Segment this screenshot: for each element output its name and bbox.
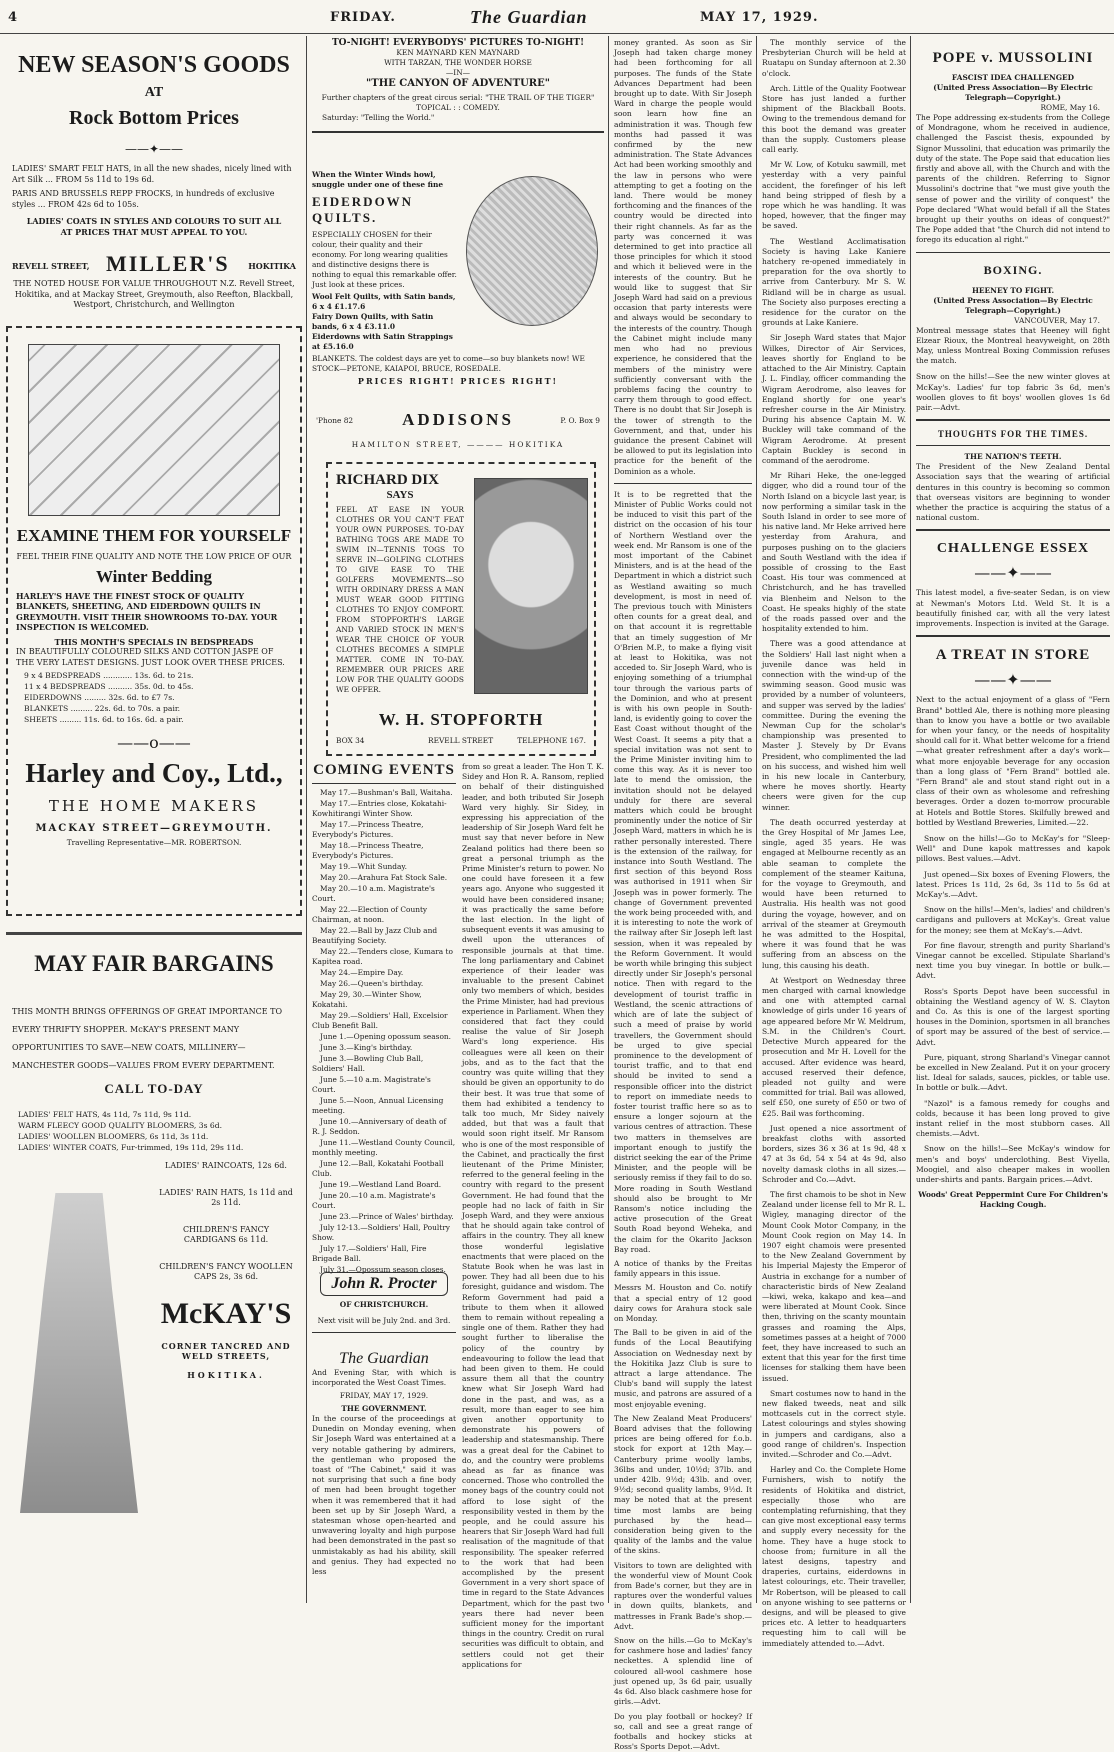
addisons-firm: ADDISONS [312,410,604,430]
pope-credit: (United Press Association—By Electric Telegraph—Copyright.) [916,83,1110,103]
event-item: May 20.—10 a.m. Magistrate's Court. [312,884,456,904]
treat-text: Next to the actual enjoyment of a glass of "Fern Brand" bottled Ale, there is nothing more pleasing than to know you have a bottle or two available for when your fancy, or the needs of hospitality should call for it. What better welcome for a friend—what greater refreshment after a day's work—what more enjoyable beverage for any occasion than a long glass of "Fern Brand" bottled ale. "Fern Brand" ale and stout stand right out in a class of their own as wholesome and refreshing beverages. Order a dozen to-morrow procurable at Hotels and Bottle Stores. Skilfully brewed and bottled by Westland Breweries, Limited.—22. [916,695,1110,828]
event-item: June 11.—Westland County Council, monthly meeting. [312,1138,456,1158]
pope-title: POPE v. MUSSOLINI [916,50,1110,67]
news-paragraph: Harley and Co. the Complete Home Furnishers, wish to notify the residents of Hokitika and district, especially those who are contemplating refurnishing, that they can give most exceptional easy terms and supply every necessity for the home. They have a huge stock to choose from; furniture in all the latest designs, tapestry and draperies, curtains, eiderdowns in latest colourings, etc. Their traveller, Mr Robertson, will be pleased to call on anyone wishing to see patterns or designs, and will be pleased to give prices etc. A letter to headquarters requesting him to call will be immediately attended to.—Advt. [762,1465,906,1649]
harley-line: FEEL THEIR FINE QUALITY AND NOTE THE LOW PRICE OF OUR [8,552,300,563]
stopforth-phone: TELEPHONE 167. [517,736,586,746]
article-text: It is to be regretted that the Minister of Public Works could not be induced to visit this part of the district on the occasion of his tour of Northern Westland over the week end. Mr Ransom is one of the most important of the Cabinet Ministers, and is at the head of the Department in which a district such as Westland awaiting so much development, is most in need of. The previous touch with Ministers often counts for a great deal, and on that account it is regrettable that an timely suggestion of Mr O'Brien M.P., to make a flying visit at least to Hokitika, was not acceded to. Sir Joseph Ward, who is enjoying something of a triumphal tour through the various parts of the Dominion, and who at present is with his own people in South-land, is evidently going to cover the East Coast without thought of the West Coast. It seems a pity that a special invitation was not sent to the Prime Minister inviting him to come this way. As it is never too late to mend the omission, the invitation should not be delayed unduly for there are several matters which could be brought prominently under the notice of Sir Joseph Ward, matters in which he is rather personally interested. There is the extension of the railway, for instance into South Westland. The first section of this beyond Ross was authorised in 1911 when Sir Joseph was in power formerly. The change of Government prevented the work being proceeded with, and it is interesting to note the work of the railway after Sir Joseph left last session, when it was repealed by the Reform Government. It would be worth while bringing this subject directly under Sir Joseph's personal notice. Then with regard to the development of tourist traffic in Westland, the scenic attractions of which are of late the subject of such a meed of praise by world travellers, the Government should be urged to give special prominence to the development of tourist traffic, and to that end should be invited to send a responsible officer into the district to report on immediate needs to foster tourist traffic here so as to ensure a longer sojourn at the various centres of attraction. These two matters in themselves are important enough to justify the district seeking the ear of the Prime Minister, and the people will be seriously remiss if they fail to do so. More roading in South Westland should also be brought to Mr Ransom's notice including the active prosecution of the Great South Road beyond Weheka, and the claim for the Okarito Jackson Bay road. [614,490,752,1255]
pictures-further: Further chapters of the great circus serial: "THE TRAIL OF THE TIGER" [312,93,604,103]
article-text: Do you play football or hockey? If so, call and see a great range of footballs and hockey sticks at Ross's Sports Depot.—Advt. [614,1712,752,1752]
article-text: The New Zealand Meat Producers' Board advises that the following prices are being offered for f.o.b. stock for export at 12th May.—Canterbury prime woolly lambs, 36lbs and under, 10½d; 37lb. and under 42lb. 9½d; 43lb. and over, 9½d; second quality lambs, 9½d. It may be noted that at the present time most lambs are being purchased by the head—consideration being given to the quality of the lambs and the value of the skins. [614,1414,752,1557]
event-item: June 12.—Ball, Kokatahi Football Club. [312,1159,456,1179]
addisons-footer [312,410,604,460]
thoughts-sub: THE NATION'S TEETH. [916,452,1110,462]
procter-ad [312,1268,456,1348]
addisons-street: HAMILTON STREET, ———— HOKITIKA [312,440,604,450]
editorial-date: FRIDAY, MAY 17, 1929. [312,1391,456,1401]
event-item: June 3.—King's birthday. [312,1043,456,1053]
dix-title: RICHARD DIX [336,472,464,489]
harley-rep: Travelling Representative—MR. ROBERTSON. [8,838,300,848]
millers-store: MILLER'S [106,251,230,277]
quilts-price: Wool Felt Quilts, with Satin bands, 6 x 4 £1.17.6 [312,292,458,312]
event-item: June 10.—Anniversary of death of R. J. Seddon. [312,1117,456,1137]
news-paragraph: The first chamois to be shot in New Zealand under license fell to Mr R. L. Wigley, managing director of the Mount Cook Motor Company, in the Mount Cook region on May 14. In 1907 eight chamois were presented to the New Zealand Government by his Imperial Majesty the Emperor of Austria in exchange for a number of characteristic birds of New Zealand—kiwi, weka, kakapo and kea—and were liberated at Mount Cook. Since then, thriving on the scanty mountain grasses and roaming the Alps, sometimes passes at a height of 7000 feet, they have increased to such an extent that this year for the first time licenses for stalking them have been issued. [762,1190,906,1384]
millers-town: HOKITIKA [248,261,296,272]
event-item: May 29.—Soldiers' Hall, Excelsior Club Benefit Ball. [312,1011,456,1031]
news-paragraph: Smart costumes now to hand in the new flaked tweeds, neat and silk mottcasels cut in the correct style. Latest colourings and styles showing in jumpers and cardigans, also a good range of children's. Inspection invited.—Schroder and Co.—Advt. [762,1389,906,1460]
editorial [312,1350,456,1605]
event-item: May 17.—Entries close, Kokatahi-Kowhitirangi Winter Show. [312,799,456,819]
news-paragraph: At Westport on Wednesday three men charged with carnal knowledge and one with attempted carnal knowledge of girls under 16 years of age appeared before Mr W. Meldrum, S.M. in the Children's Court. Detective Murch appeared for the prosecution and Mr H. Lovell for the accused. After evidence was heard, accused reserved their defence, pleaded not guilty and were committed for trial. Bail was allowed, self £50, one surety of £50 or two of £25. Bail was forthcoming. [762,976,906,1119]
event-item: June 20.—10 a.m. Magistrate's Court. [312,1191,456,1211]
event-item: June 19.—Westland Land Board. [312,1180,456,1190]
millers-item: PARIS AND BRUSSELS REPP FROCKS, in hundreds of exclusive styles ... FROM 42s 6d to 105s. [6,185,302,210]
news-column-5 [762,38,906,1606]
news-paragraph: The Westland Acclimatisation Society is having Lake Kaniere hatchery re-opened immediately in preparation for the ova shortly to arrive from Canterbury. Mr S. W. Ridland will be in charge as usual. The Society also purposes erecting a residence for the curator on the grounds at Lake Kaniere. [762,237,906,329]
harley-firm: Harley and Coy., Ltd., [8,758,300,789]
event-item: May 24.—Empire Day. [312,968,456,978]
mckays-item: LADIES' WINTER COATS, Fur-trimmed, 19s 11d, 29s 11d. [18,1142,290,1153]
page-number: 4 [8,10,18,25]
pope-sub: FASCIST IDEA CHALLENGED [916,73,1110,83]
harley-specials-body: IN BEAUTIFULLY COLOURED SILKS AND COTTON JASPE OF THE VERY LATEST DESIGNS. JUST LOOK OVER THESE PRICES. [8,647,300,668]
event-item: May 22.—Ball by Jazz Club and Beautifying Society. [312,926,456,946]
event-item: June 1.—Opening opossum season. [312,1032,456,1042]
event-item: May 19.—Whit Sunday. [312,862,456,872]
col6-ads [916,834,1110,1185]
mckays-town: HOKITIKA. [156,1370,296,1381]
small-ad: Just opened—Six boxes of Evening Flowers, the latest. Prices 1s 11d, 2s 6d, 3s 11d to 5s 6d at McKay's.—Advt. [916,870,1110,901]
procter-line: Next visit will be July 2nd. and 3rd. [312,1316,456,1326]
event-item: July 31.—Opossum season closes. [312,1265,456,1275]
price-row: 11 x 4 BEDSPREADS .......... 35s. 0d. to 45s. [24,681,284,692]
article-text: Messrs M. Houston and Co. notify that a special entry of 12 good dairy cows for Arahura stock sale on Monday. [614,1283,752,1324]
issue-date: MAY 17, 1929. [700,10,819,25]
pictures-ad [312,38,604,168]
mckays-item: LADIES' FELT HATS, 4s 11d, 7s 11d, 9s 11d. [18,1109,290,1120]
millers-headline: NEW SEASON'S GOODS [6,52,302,79]
richard-dix-portrait [474,478,588,694]
small-ad: For fine flavour, strength and purity Sharland's Vinegar cannot be excelled. Stipulate Sharland's next time you buy vinegar. In bottle or bulk.—Advt. [916,941,1110,982]
pope-text: The Pope addressing ex-students from the College of Mondragone, whom he received in audience, challenged the Fascist thesis, expounded by Signor Mussolini, that education was primarily the duty of the state. The Pope said that education lies firstly and above all, with the Church and with the parents of the children. Referring to Signor Mussolini's doctrine that "we must give youth the sense of power and the virility of conquest" the Pope declared "What would befall if all the States brought up their youths on ideas of conquest?" The Pope added that "the Church did not intend to forego its education al right." [916,113,1110,246]
dix-body: FEEL AT EASE IN YOUR CLOTHES OR YOU CAN'T FEAT YOUR OWN PURPOSES. TO-DAY BATHING TOGS ARE MADE TO SWIM IN—TENNIS TOGS TO SERVE IN—GOLFING CLOTHES TO GIVE EASE TO THE GOLFERS MOVEMENTS—SO WITH ORDINARY DRESS A MAN MUST WEAR GOOD FITTING CLOTHES TO ENJOY COMFORT. FROM STOPFORTH'S LARGE AND VARIED STOCK IN MEN'S WEAR THE CHOICE OF YOUR CLOTHES BECOMES A SIMPLE MATTER. COME IN TO-DAY. REMEMBER OUR PRICES ARE LOW FOR THE QUALITY GOODS WE OFFER. [336,505,464,695]
quilts-title: EIDERDOWN QUILTS. [312,194,458,226]
price-row: SHEETS ......... 11s. 6d. to 16s. 6d. a pair. [24,714,284,725]
harley-body: HARLEY'S HAVE THE FINEST STOCK OF QUALITY BLANKETS, SHEETING, AND EIDERDOWN QUILTS IN GREYMOUTH. VISIT THEIR SHOWROOMS TO-DAY. YOUR INSPECTION IS WELCOMED. [8,591,300,633]
news-paragraph: The death occurred yesterday at the Grey Hospital of Mr James Lee, single, aged 35 years. He was engaged at Melbourne recently as an able seaman to complete the complement of the steamer Kaituna, for the voyage to Greymouth, and would have been returned to Australia. His health was not good during the voyage, however, and on arrival of the steamer at Greymouth he was admitted to the Hospital, where it was found that he was suffering from an abscess on the lung, this causing his death. [762,818,906,971]
article-text: money granted. As soon as Sir Joseph had taken charge money had been forthcoming for all purposes. The funds of the State Advances Department had been brought up to date. With Sir Joseph Ward in charge the people would soon learn how fine an administration it was. Though few months had passed it was confirmed by the new administration. The State Advances Act had been working smoothly and the law in persons who were attempting to get a footing on the land. There would be money forthcoming and the finances of the country would be directed into their right channels. As far as the party was concerned it was determined to get into practice all those principles for which it stood and which it believed were in the interests of the country. But he would like to suggest that Sir Joseph Ward had said on a previous occasion that party interests were and always would be secondary to the interests of the country. Though the Cabinet might include many men who had no previous experience, he considered that the members of the ministry were sufficiently conversant with the problems facing the country to carry them through to good effect. There is no doubt that Sir Joseph is the tower of strength to the Government, and that, under his guidance the present Cabinet will be allowed to put its legislation into practice for the benefit of the Dominion as a whole. [614,38,752,477]
harley-price-list [8,668,300,727]
thoughts-title: THOUGHTS FOR THE TIMES. [916,429,1110,439]
event-item: June 5.—10 a.m. Magistrate's Court. [312,1075,456,1095]
harley-headline: EXAMINE THEM FOR YOURSELF [8,526,300,546]
mckays-ad [6,926,302,1556]
blankets-illustration [28,344,280,516]
mckays-address: CORNER TANCRED AND WELD STREETS, [156,1341,296,1362]
event-item: June 3.—Bowling Club Ball, Soldiers' Hall. [312,1054,456,1074]
event-item: July 12-13.—Soldiers' Hall, Poultry Show. [312,1223,456,1243]
pictures-head: TO-NIGHT! EVERYBODYS' PICTURES TO-NIGHT! [312,38,604,48]
price-row: EIDERDOWNS ......... 32s. 6d. to £7 7s. [24,692,284,703]
price-row: 9 x 4 BEDSPREADS ............ 13s. 6d. to 21s. [24,670,284,681]
small-ad: Snow on the hills!—Go to McKay's for "Sleep-Well" and Dune kapok mattresses and kapok pillows. Best values.—Advt. [916,834,1110,865]
procter-sub: OF CHRISTCHURCH. [312,1300,456,1310]
pictures-saturday: Saturday: "Telling the World." [322,113,604,123]
harley-street: MACKAY STREET—GREYMOUTH. [8,823,300,834]
stopforth-street: REVELL STREET [428,736,493,746]
quilts-slogan: PRICES RIGHT! PRICES RIGHT! [312,376,604,386]
pictures-in: —IN— [312,68,604,78]
mckays-store: McKAY'S [156,1297,296,1331]
mckays-intro: THIS MONTH BRINGS OFFERINGS OF GREAT IMPORTANCE TO EVERY THRIFTY SHOPPER. McKAY'S PRESENT MANY OPPORTUNITIES TO SAVE—NEW COATS, MILLINERY—MANCHESTER GOODS—VALUES FROM EVERY DEPARTMENT. [6,1003,302,1075]
millers-street: REVELL STREET, [12,261,90,272]
dix-says: SAYS [336,489,464,501]
mckays-right-item: LADIES' RAINCOATS, 12s 6d. [156,1161,296,1172]
event-item: May 18.—Princess Theatre, Everybody's Pictures. [312,841,456,861]
price-row: BLANKETS ......... 22s. 6d. to 70s. a pair. [24,703,284,714]
harley-tagline: THE HOME MAKERS [8,797,300,815]
news-paragraph: Mr Rihari Heke, the one-legged digger, who did a round tour of the North Island on a bicycle last year, is now performing a similar task in the South Island in order to see more of his native land. Mr Heke arrived here yesterday from Arahura, and purposes pushing on to the glaciers and South Westland with the idea if possible of crossing to the East Coast. His tour was commenced at Christchurch, and he has travelled via Blenheim and Nelson to the Coast. He speaks highly of the state of the roads passed over and the hospitality extended to him. [762,471,906,634]
quilts-blankets: BLANKETS. The coldest days are yet to come—so buy blankets now! WE STOCK—PETONE, KAIAPOI, BRUCE, ROSEDALE. [312,354,604,374]
coming-events-title: COMING EVENTS [312,762,456,784]
event-item: May 22.—Tenders close, Kumara to Kapitea road. [312,947,456,967]
article-text: Snow on the hills.—Go to McKay's for cashmere hose and ladies' fancy neckettes. A splendid line of coloured all-wool cashmere hose just opened up, 3s 6d pair, usually 4s 6d. Also black cashmere hose for girls.—Advt. [614,1636,752,1707]
mckays-items [6,1097,302,1153]
boxing-credit: (United Press Association—By Electric Telegraph—Copyright.) [916,296,1110,316]
small-ad: Ross's Sports Depot have been successful in obtaining the Westland agency of W. S. Clayton and Co. As this is one of the largest sporting houses in the Dominion, sportsmen in all branches of sport may be assured of the best of service.—Advt. [916,987,1110,1048]
millers-item: LADIES' COATS IN STYLES AND COLOURS TO SUIT ALL AT PRICES THAT MUST APPEAL TO YOU. [6,210,302,237]
mckays-item: LADIES' WOOLLEN BLOOMERS, 6s 11d, 3s 11d. [18,1131,290,1142]
millers-footer: THE NOTED HOUSE FOR VALUE THROUGHOUT N.Z. Revell Street, Hokitika, and at Mackay Street, Greymouth, also Reefton, Blackball, Westport, Christchurch, and Wellington [6,277,302,313]
boxing-text: Montreal message states that Heeney will fight Elzear Rioux, the Montreal heavyweight, on 28th May, unless Montreal Boxing Commission refuses the match. [916,326,1110,367]
mckays-right-item: CHILDREN'S FANCY WOOLLEN CAPS 2s, 3s 6d. [156,1262,296,1283]
news-paragraph: There was a good attendance at the Soldiers' Hall last night when a juvenile dance was held in connection with the wind-up of the swimming season. Good music was provided by a number of volunteers, and supper was served by the ladies' committee. During the evening the Newman Cup for the scholar's championship was presented to Master J. Stevely by Dr Evans President, who complimented the lad on his success, and wished him well in his new locale in Canterbury, where he moves shortly. Hearty cheers were given for the cup winner. [762,639,906,812]
quilt-illustration [466,176,598,326]
event-item: May 17.—Bushman's Ball, Waitaha. [312,788,456,798]
harley-specials: THIS MONTH'S SPECIALS IN BEDSPREADS [8,637,300,648]
mckays-right-item: LADIES' RAIN HATS, 1s 11d and 2s 11d. [156,1188,296,1209]
addisons-box: P. O. Box 9 [560,416,600,426]
stopforth-box: BOX 34 [336,736,365,746]
stopforth-firm: W. H. STOPFORTH [328,710,594,730]
news-paragraph: The monthly service of the Presbyterian Church will be held at Ruatapu on Sunday afternoon at 2.30 o'clock. [762,38,906,79]
news-column-4 [614,38,752,1606]
boxing-sub: HEENEY TO FIGHT. [916,286,1110,296]
event-item: June 23.—Prince of Wales' birthday. [312,1212,456,1222]
coming-events [312,762,456,1267]
event-item: May 20.—Arahura Fat Stock Sale. [312,873,456,883]
millers-sub: Rock Bottom Prices [6,107,302,130]
essex-text: This latest model, a five-seater Sedan, is on view at Newman's Motors Ltd. Weld St. It is a beautifully finished car, with all the very latest improvements. Inspection is invited at the Garage. [916,588,1110,629]
lady-illustration [20,1193,138,1513]
treat-title: A TREAT IN STORE [916,647,1110,664]
paper-name: The Guardian [470,7,588,28]
editorial-paper: The Guardian [312,1350,456,1368]
article-text: The Ball to be given in aid of the funds of the Local Beautifying Association on Wednesday next by the Hokitika Jazz Club is sure to attract a large attendance. The Club's band will supply the latest music, and patrons are assured of a most enjoyable evening. [614,1328,752,1410]
addisons-phone: 'Phone 82 [316,416,353,426]
col5-paragraphs [762,38,906,1649]
stopforth-ad [326,462,596,756]
event-item: May 22.—Election of County Chairman, at noon. [312,905,456,925]
pictures-stars: KEN MAYNARD KEN MAYNARD [312,48,604,58]
quilts-price: Fairy Down Quilts, with Satin bands, 6 x 4 £3.11.0 [312,312,458,332]
pictures-title: "THE CANYON OF ADVENTURE" [312,78,604,89]
event-item: June 5.—Noon, Annual Licensing meeting. [312,1096,456,1116]
harley-sub: Winter Bedding [8,567,300,587]
divider-ornament: ——o—— [8,733,300,752]
news-paragraph: Sir Joseph Ward states that Major Wilkes, Director of Air Services, leaves shortly for England to be attached to the Air Ministry. Captain J. L. Findlay, officer commanding the Wigram Aerodrome, also leaves for England shortly for one year's refresher course in the Air Ministry. During his absence Captain M. W. Buckley will take command of the Wigram Aerodrome. At present Captain Buckley is second in command of the aerodrome. [762,333,906,466]
harley-ad [6,326,302,916]
mckays-right-item: CHILDREN'S FANCY CARDIGANS 6s 11d. [156,1225,296,1246]
news-paragraph: Just opened a nice assortment of breakfast cloths with assorted borders, sizes 36 x 36 at 1s 9d, 48 x 47 at 3s 6d, 54 x 54 at 4s 9d, also novelty damask cloths in all sizes.—Schroder and Co.—Advt. [762,1124,906,1185]
snow-ad: Snow on the hills!—See the new winter gloves at McKay's. Ladies' fur top fabric 3s 6d, men's woollen gloves to fit boys' woollen gloves 1s 6d pair.—Advt. [916,372,1110,413]
news-paragraph: Arch. Little of the Quality Footwear Store has just landed a further shipment of the Blackball Boots. Owing to the tremendous demand for this boot the demand was greater than the supply. Customers please call early. [762,84,906,155]
mckays-item: WARM FLEECY GOOD QUALITY BLOOMERS, 3s 6d. [18,1120,290,1131]
boxing-title: BOXING. [916,263,1110,278]
mckays-call: CALL TO-DAY [6,1081,302,1097]
small-ad: "Nazol" is a famous remedy for coughs and colds, because it has been long proved to give instant relief in the most stubborn cases. All chemists.—Advt. [916,1099,1110,1140]
woods-ad: Woods' Great Peppermint Cure For Children's Hacking Cough. [916,1190,1110,1210]
editorial-continued: from so great a leader. The Hon T. K. Sidey and Hon R. A. Ransom, replied on behalf of their distinguished leader, and both tributed Sir Joseph Ward very highly. Sir Sidey, in expressing his appreciation of the leadership of Sir Joseph Ward felt he must say that never before in New Zealand politics had there been so great a personal triumph as the Prime Minister's return to power. No one could have foreseen it a few years ago. Anyone who suggested it would have been considered insane; it was practically the same before the last election. In the light of subsequent events it was amusing to dwell upon the utterances of responsible journals at that time. The long parliamentary and Cabinet experience of their leader was invaluable to the present Cabinet only two members of which, besides the Prime Minister, had had previous experience in Parliament. When they considered that fact they could realise the value of Sir Joseph Ward's long experience. His colleagues were all keen on their jobs, and as to the fact that the country was quite willing that they should be given an opportunity to do their best. It was true that some of them had exhibited a tendency to talk too much, Mr Sidey naively added, but that was a fault that would soon right itself. Mr Ransom who is one of the most responsible of the Cabinet, and practically the first lieutenant of the Prime Minister, referred to the general feeling in the country with regard to the present Government. He had found that the people had no lack of faith in Sir Joseph Ward, and they were anxious that he should again take control of affairs in the country. They all knew those wonderful legislative enactments that were placed on the Statute Book when he was last in power. They had all been due to his foresight, guidance and wisdom. The Reform Government had paid a tribute to them when it allowed them to remain without repealing a single one of them. Rather they had sought further to liberalise the policy of the country by endeavouring to follow the lead that had been given to them. He could assure them all that the country knew what Sir Joseph Ward had done in the past, and was, as a result, more than eager to see him given another opportunity to demonstrate his powers of leadership and statesmanship. There was a great deal for the Cabinet to do, and the country were problems ahead as far as finance was concerned. Those who controlled the money bags of the country could not afford to lose sight of the responsibility vested in them by the people, and he could assure his hearers that Sir Joseph Ward had full realisation of the magnitude of that responsibility. The speaker referred to the work that had been accomplished by the present Government in a very short space of time in regard to the State Advances Department, which for the past two years there had never been sufficient money for the important things in the country. Credit on rural securities was difficult to obtain, and settlers could not get their applications for [462,762,604,1607]
event-item: May 26.—Queen's birthday. [312,979,456,989]
article-text: Visitors to town are delighted with the wonderful view of Mount Cook from Bade's corner, but they are in raptures over the wonderful values in down quilts, blankets, and mattresses in Frank Bade's shop.—Advt. [614,1561,752,1632]
small-ad: Pure, piquant, strong Sharland's Vinegar cannot be excelled in New Zealand. Put it on your grocery list. Ideal for salads, sauces, pickles, or table use. In bottle or bulk.—Advt. [916,1053,1110,1094]
news-column-6 [916,38,1110,1606]
millers-ad [6,46,302,316]
procter-name: John R. Procter [320,1272,448,1296]
millers-at: AT [6,85,302,101]
pope-dateline: ROME, May 16. [916,103,1100,113]
divider-ornament: ——✦—— [6,142,302,156]
events-list [312,788,456,1275]
quilts-body: ESPECIALLY CHOSEN for their colour, their quality and their economy. For long wearing qualities and distinctive designs there is nothing to equal this remarkable offer. Just look at these prices. [312,230,458,290]
quilts-price: Eiderdowns with Satin Strappings at £5.16.0 [312,332,458,352]
masthead [0,0,1114,34]
article-text: A notice of thanks by the Freitas family appears in this issue. [614,1259,752,1279]
divider-ornament: ——✦—— [916,563,1110,582]
news-paragraph: Mr W. Low, of Kotuku sawmill, met yesterday with a very painful accident, the forefinger of his left hand being stripped of flesh by a rope which he was handling. It was hoped, however, that the finger may be saved. [762,160,906,231]
event-item: May 17.—Princess Theatre, Everybody's Pictures. [312,820,456,840]
boxing-dateline: VANCOUVER, May 17. [916,316,1100,326]
divider-ornament: ——✦—— [916,670,1110,689]
quilts-lead: When the Winter Winds howl, snuggle under one of these fine [312,170,458,190]
pictures-with: WITH TARZAN, THE WONDER HORSE [312,58,604,68]
mckays-headline: MAY FAIR BARGAINS [6,951,302,977]
editorial-sub: And Evening Star, with which is incorporated the West Coast Times. [312,1368,456,1388]
editorial-title: THE GOVERNMENT. [312,1404,456,1414]
pictures-topical: TOPICAL : : COMEDY. [312,103,604,113]
addisons-ad [312,170,604,410]
editorial-text: In the course of the proceedings at Dunedin on Monday evening, when Sir Joseph Ward was entertained at a very notable gathering by admirers, the gentleman who proposed the toast of "The Cabinet," said it was not surprising that such a fine body of men had been brought together when it was remembered that it had been set up by Sir Joseph Ward, a statesman whose open-hearted and unwavering loyalty and high purpose had been demonstrated in the past so unmistakably as had his ability, skill and genius. They had expected no less [312,1414,456,1577]
event-item: July 17.—Soldiers' Hall, Fire Brigade Ball. [312,1244,456,1264]
day-label: FRIDAY. [330,10,396,25]
small-ad: Snow on the hills!—See McKay's window for men's and boys' underclothing. Best Viyella, Moogiel, and also cheaper makes in woollen under-shirts and pants. Bargain prices.—Advt. [916,1144,1110,1185]
small-ad: Snow on the hills!—Men's, ladies' and children's cardigans and pullovers at McKay's. Great value for the money; see them at McKay's.—Advt. [916,905,1110,936]
event-item: May 29, 30.—Winter Show, Kokatahi. [312,990,456,1010]
millers-item: LADIES' SMART FELT HATS, in all the new shades, nicely lined with Art Silk ... FROM 5s 11d to 19s 6d. [6,164,302,185]
essex-title: CHALLENGE ESSEX [916,541,1110,557]
thoughts-text: The President of the New Zealand Dental Association says that the wearing of artificial dentures in this country is becoming so common that overseas visitors are beginning to wonder whether the practice is acquiring the status of a national custom. [916,462,1110,523]
